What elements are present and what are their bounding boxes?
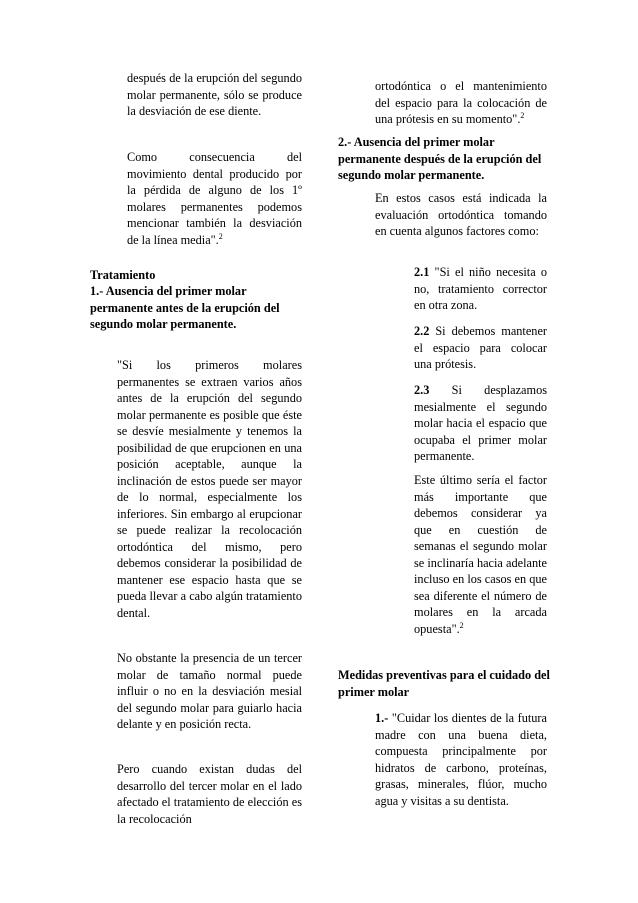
right-p3-reference: 2	[459, 620, 464, 630]
left-doubts-paragraph: Pero cuando existan dudas del desarrollo del tercer molar en el lado afectado el tratamiento de elección es la recolocación	[117, 762, 302, 826]
item-2-2-number: 2.2	[414, 324, 430, 338]
left-p2-text: Como consecuencia del movimiento dental producido por la pérdida de alguno de los 1º molares permanentes podemos mencionar también la desviación de la línea media".	[127, 150, 302, 247]
right-evaluation-paragraph: En estos casos está indicada la evaluación ortodóntica tomando en cuenta algunos factores como:	[375, 191, 547, 238]
item-2-3: 2.3 Si desplazamos mesialmente el segundo molar hacia el espacio que ocupaba el primer molar permanente.	[414, 383, 547, 463]
item-2-2: 2.2 Si debemos mantener el espacio para colocar una prótesis.	[414, 324, 547, 371]
item-2-1: 2.1 "Si el niño necesita o no, tratamiento corrector en otra zona.	[414, 265, 547, 312]
left-paragraph-continuation	[127, 70, 302, 120]
item-2-1-number: 2.1	[414, 265, 430, 279]
left-paragraph-midline	[127, 149, 302, 248]
section-2-heading: 2.- Ausencia del primer molar permanente después de la erupción del segundo molar permanente.	[338, 135, 542, 182]
right-p1-reference: 2	[520, 110, 525, 120]
left-p1-text: después de la erupción del segundo molar permanente, sólo se produce la desviación de ese diente.	[127, 71, 302, 118]
right-last-factor-paragraph: Este último sería el factor más importante que debemos considerar ya que en cuestión de semanas el segundo molar se inclinaría hacia adelante incluso en los casos en que sea diferente el número de molares en la arcada opuesta".$^2$	[414, 473, 547, 636]
left-third-molar-paragraph: No obstante la presencia de un tercer molar de tamaño normal puede influir o no en la desviación mesial del segundo molar para guiarlo hacia delante y en posición recta.	[117, 651, 302, 731]
tratamiento-heading: Tratamiento	[90, 268, 156, 282]
medidas-heading: Medidas preventivas para el cuidado del primer molar	[338, 668, 550, 699]
left-p2-reference: 2	[218, 231, 223, 241]
item-2-3-number: 2.3	[414, 383, 430, 397]
preventive-item-1-number: 1.-	[375, 711, 389, 725]
preventive-item-1: 1.- "Cuidar los dientes de la futura madre con una buena dieta, compuesta principalmente por hidratos de carbono, proteínas, grasas, minerales, flúor, mucho agua y visitas a su dentista.	[375, 711, 547, 808]
left-quote-paragraph: "Si los primeros molares permanentes se extraen varios años antes de la erupción del segundo molar permanente es posible que éste se desvíe mesialmente y tenemos la posibilidad de que erupcionen en una posición aceptable, aunque la inclinación de estos puede ser mayor de lo normal, especialmente los inferiores. Sin embargo al erupcionar se puede realizar la recolocación ortodóntica del mismo, pero debemos considerar la posibilidad de mantener ese espacio hasta que se pueda llevar a cabo algún tratamiento dental.	[117, 358, 302, 620]
right-paragraph-continuation: ortodóntica o el mantenimiento del espacio para la colocación de una prótesis en su momento".$^2$	[375, 79, 547, 126]
section-1-heading: 1.- Ausencia del primer molar permanente antes de la erupción del segundo molar permanente.	[90, 284, 280, 331]
